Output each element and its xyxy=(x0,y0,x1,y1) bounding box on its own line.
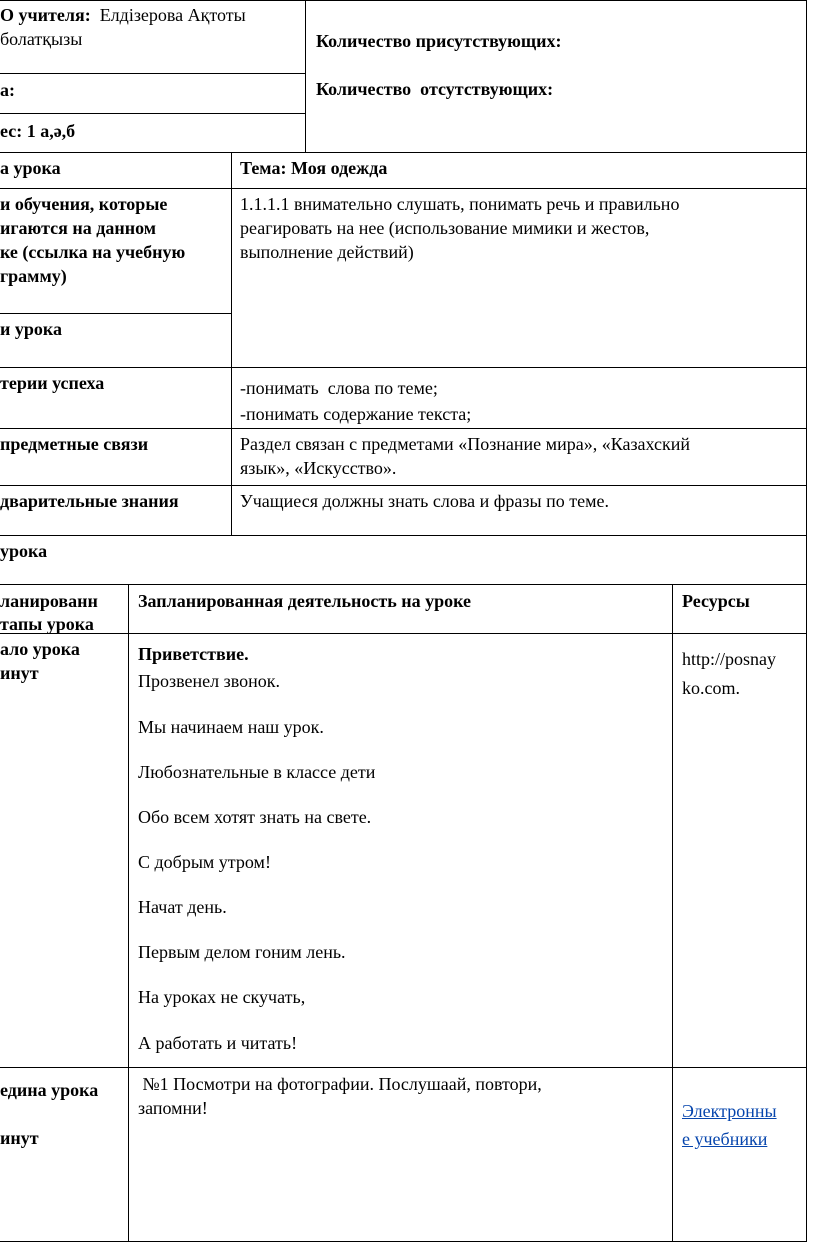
teacher-name: Елдізерова Ақтоты xyxy=(99,5,246,25)
greeting-line: С добрым утром! xyxy=(138,852,271,872)
class-label: ес: 1 а,ә,б xyxy=(0,121,76,141)
resources-header: Ресурсы xyxy=(682,591,750,611)
task-1-line-2: запомни! xyxy=(138,1098,208,1118)
teacher-name-line-2: болатқызы xyxy=(0,29,83,49)
resource-url-2: ko.com. xyxy=(682,678,740,698)
absent-count-label: Количество отсутствующих: xyxy=(316,79,554,99)
objectives-label-3: ке (ссылка на учебную xyxy=(0,242,186,262)
criteria-item-1: -понимать слова по теме; xyxy=(240,378,438,398)
links-text-2: язык», «Искусство». xyxy=(240,458,397,478)
stage-middle-1: едина урока xyxy=(0,1080,99,1100)
stages-header-2: тапы урока xyxy=(0,614,94,634)
activity-header: Запланированная деятельность на уроке xyxy=(138,591,472,611)
criteria-item-2: -понимать содержание текста; xyxy=(240,404,472,424)
greeting-line: Первым делом гоним лень. xyxy=(138,942,346,962)
stages-header-1: ланированн xyxy=(0,591,98,611)
objectives-label-1: и обучения, которые xyxy=(0,194,168,214)
objectives-text-2: реагировать на нее (использование мимики и жестов, xyxy=(240,218,650,238)
links-label: предметные связи xyxy=(0,434,149,454)
teacher-label: О учителя: xyxy=(0,5,91,25)
objectives-label-2: игаются на данном xyxy=(0,218,156,238)
greeting-title: Приветствие. xyxy=(138,644,249,664)
greeting-line: Мы начинаем наш урок. xyxy=(138,717,324,737)
stage-middle-2: инут xyxy=(0,1128,39,1148)
lesson-topic: Тема: Моя одежда xyxy=(240,158,388,178)
section-label: а урока xyxy=(0,158,61,178)
greeting-line: Прозвенел звонок. xyxy=(138,671,280,691)
greeting-line: Начат день. xyxy=(138,897,227,917)
date-label: а: xyxy=(0,80,15,100)
stage-start-1: ало урока xyxy=(0,639,80,659)
links-text-1: Раздел связан с предметами «Познание мира», «Казахский xyxy=(240,434,691,454)
stage-start-2: инут xyxy=(0,663,39,683)
resource-url-1: http://posnay xyxy=(682,649,776,669)
prior-knowledge-text: Учащиеся должны знать слова и фразы по теме. xyxy=(240,491,609,511)
greeting-line: А работать и читать! xyxy=(138,1033,298,1053)
objectives-label-4: грамму) xyxy=(0,266,67,286)
e-textbooks-link[interactable]: Электронны xyxy=(682,1101,777,1121)
criteria-label: терии успеха xyxy=(0,373,105,393)
e-textbooks-link-2[interactable]: е учебники xyxy=(682,1129,768,1149)
progress-title: урока xyxy=(0,541,48,561)
greeting-line: На уроках не скучать, xyxy=(138,987,306,1007)
objectives-text-3: выполнение действий) xyxy=(240,242,414,262)
objectives-text-1: 1.1.1.1 внимательно слушать, понимать речь и правильно xyxy=(240,194,680,214)
teacher-line-1 xyxy=(0,4,246,27)
goals-label: и урока xyxy=(0,319,62,339)
greeting-line: Любознательные в классе дети xyxy=(138,762,376,782)
task-1-line-1: №1 Посмотри на фотографии. Послушаай, повтори, xyxy=(138,1074,542,1094)
present-count-label: Количество присутствующих: xyxy=(316,31,562,51)
greeting-line: Обо всем хотят знать на свете. xyxy=(138,807,372,827)
prior-knowledge-label: дварительные знания xyxy=(0,491,179,511)
